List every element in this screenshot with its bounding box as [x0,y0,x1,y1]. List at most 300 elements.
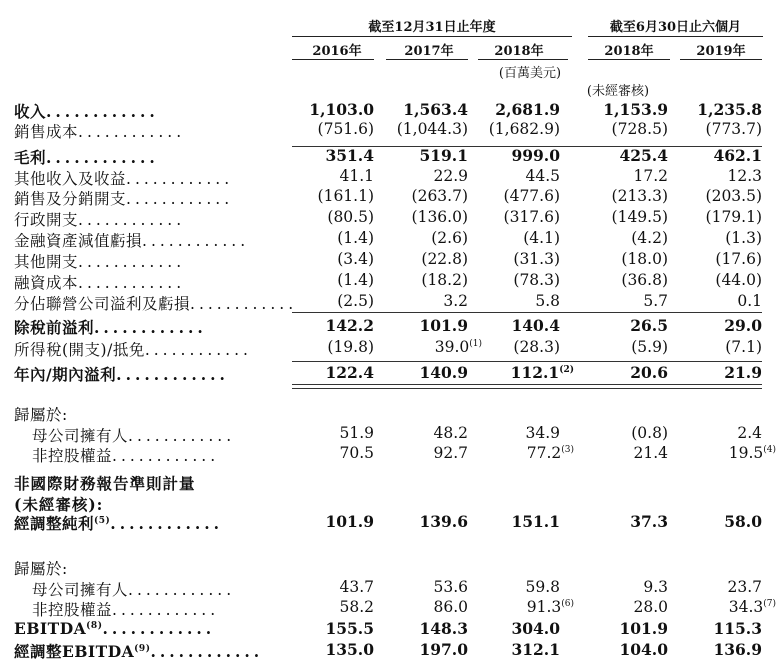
cell-number: 1,153.9 [603,100,668,119]
cell-number: (1.4) [337,271,374,289]
cell-number: (1,682.9) [488,120,560,138]
cell-number: 5.8 [535,292,560,310]
header-year-2017-underline [386,59,468,60]
cell-footnote: (1) [469,339,482,349]
cell-value [511,512,560,531]
row-label-text: 經調整純利 [14,514,95,533]
cell-value [421,250,468,268]
cell-number: 139.6 [419,512,468,531]
leader-dots: ............ [110,514,224,533]
cell-number: 142.2 [325,316,374,335]
cell-number: 425.4 [619,146,668,165]
header-group-year: 截至12月31日止年度 [368,20,496,35]
cell-value [511,146,560,165]
cell-value [327,208,374,226]
row-label-text: 母公司擁有人 [32,581,129,599]
row-label-text: 收入 [14,102,47,121]
cell-number: (203.5) [705,187,762,205]
leader-dots: ............ [78,211,186,229]
cell-value [433,444,468,462]
cell-number: 312.1 [511,640,560,659]
cell-number: 101.9 [325,512,374,531]
cell-value [513,271,560,289]
cell-number: 115.3 [713,619,762,638]
cell-value [309,100,374,119]
cell-number: 12.3 [727,167,762,185]
row-label [32,424,235,446]
cell-value [339,444,374,462]
cell-footnote: (2) [559,365,574,375]
row-label-text: EBITDA [14,619,87,638]
row-label [14,316,207,338]
cell-value [513,338,560,356]
cell-number: 58.2 [339,598,374,616]
cell-number: 2,681.9 [495,100,560,119]
cell-number: 20.6 [630,363,668,382]
header-year-2018-underline [478,59,568,60]
cell-number: (2.5) [337,292,374,310]
cell-number: (4.1) [523,229,560,247]
cell-value [318,120,374,138]
cell-number: (149.5) [611,208,668,226]
cell-number: 135.0 [325,640,374,659]
cell-value [706,120,762,138]
cell-value [630,512,668,531]
leader-dots: ............ [144,341,252,359]
leader-dots: ............ [142,232,250,250]
cell-number: (161.1) [317,187,374,205]
cell-number: 104.0 [619,640,668,659]
cell-value [630,316,668,335]
cell-value [612,187,668,205]
cell-value [713,146,762,165]
header-group-year-underline [292,36,572,37]
leader-dots: ............ [78,253,186,271]
cell-number: (477.6) [503,187,560,205]
cell-footnote: (6) [561,599,574,609]
cell-number: 91.3 [526,598,562,616]
cell-number: 34.9 [525,424,560,442]
cell-number: 53.6 [433,578,468,596]
cell-number: 48.2 [433,424,468,442]
row-attributable-to [0,403,774,425]
header-year-2018-h1: 2018年 [604,44,654,59]
cell-value [633,444,668,462]
cell-number: 0.1 [737,292,762,310]
cell-value [603,100,668,119]
row-other-expenses [0,250,774,272]
label-footnote: (8) [86,621,103,631]
cell-value [339,424,374,442]
row-profit-before-tax [0,316,774,338]
cell-number: 19.5 [728,444,764,462]
leader-dots: ............ [150,642,264,661]
cell-number: 59.8 [525,578,560,596]
row-label-text: 經調整EBITDA [14,642,135,661]
row-label [14,512,223,534]
row-income-tax [0,338,774,360]
cell-value [631,229,668,247]
cell-value [724,512,762,531]
cell-value [339,578,374,596]
cell-value [612,208,668,226]
cell-number: (728.5) [611,120,668,138]
row-owners-of-parent-2 [0,578,774,600]
leader-dots: ............ [116,365,229,384]
cell-value [630,363,668,382]
cell-number: 151.1 [511,512,560,531]
cell-number: (3.4) [337,250,374,268]
row-label [14,271,185,293]
cell-number: 17.2 [633,167,668,185]
cell-value [325,363,374,382]
row-non-controlling [0,444,774,466]
cell-number: 28.0 [633,598,668,616]
cell-value [619,146,668,165]
cell-value [433,578,468,596]
cell-value [504,187,560,205]
label-footnote: (5) [94,516,111,526]
cell-value [325,619,374,638]
cell-value [433,424,468,442]
cell-number: (5.9) [631,338,668,356]
cell-value [419,640,468,659]
header-year-2016-underline [292,59,374,60]
cell-footnote: (4) [763,445,776,455]
header-unit: (百萬美元) [498,66,562,81]
cell-number: 3.2 [443,292,468,310]
row-label-text: 非控股權益 [32,447,113,465]
row-label-text: 行政開支 [14,211,79,229]
cell-value [725,229,762,247]
cell-value [419,512,468,531]
cell-footnote: (3) [561,445,574,455]
cell-value [633,167,668,185]
cell-number: 101.9 [619,619,668,638]
row-label [32,444,219,466]
header-group-half-underline [588,36,763,37]
cell-value [337,271,374,289]
cell-value [525,578,560,596]
leader-dots: ............ [190,295,298,313]
cell-number: (179.1) [705,208,762,226]
cell-value [706,208,762,226]
label-footnote: (9) [134,644,151,654]
cell-value [643,578,668,596]
cell-value [724,363,762,382]
section-non-ifrs-subtitle: (未經審核): [14,495,104,514]
row-label [32,578,235,600]
row-label-text: 金融資產減值虧損 [14,232,143,250]
row-label-text: 母公司擁有人 [32,427,129,445]
row-label [32,598,219,620]
cell-number: 92.7 [433,444,468,462]
row-profit-for-year [0,363,774,385]
cell-value [419,363,468,382]
cell-number: 21.4 [633,444,668,462]
cell-number: (0.8) [631,424,668,442]
header-year-2018-h1-underline [588,59,670,60]
row-selling-expenses [0,187,774,209]
cell-value [715,271,762,289]
cell-value [511,363,574,382]
cell-value [724,316,762,335]
leader-dots: ............ [126,170,234,188]
row-finance-costs [0,271,774,293]
cell-number: 77.2 [526,444,562,462]
row-label-text: 毛利 [14,148,47,167]
cell-value [337,229,374,247]
row-label-text: 其他開支 [14,253,79,271]
cell-number: 5.7 [643,292,668,310]
cell-value [327,338,374,356]
cell-value [504,208,560,226]
leader-dots: ............ [78,274,186,292]
row-non-controlling-2 [0,598,774,620]
cell-number: (28.3) [513,338,560,356]
cell-number: (44.0) [715,271,762,289]
row-label-text: 除稅前溢利 [14,318,95,337]
row-label [14,403,68,425]
row-label [14,292,297,314]
cell-value [525,424,560,442]
header-year-2017: 2017年 [404,44,454,59]
row-label-text: 銷售成本 [14,123,79,141]
row-adjusted-ebitda [0,640,774,662]
row-label-text: 分佔聯營公司溢利及虧損 [14,295,191,313]
cell-value [433,167,468,185]
cell-value [337,292,374,310]
cell-value [339,598,374,616]
row-label [14,338,252,360]
row-label [14,229,249,251]
cell-number: 29.0 [724,316,762,335]
cell-value [631,424,668,442]
row-owners-of-parent [0,424,774,446]
cell-value [727,578,762,596]
cell-value [419,146,468,165]
header-year-2016: 2016年 [312,44,362,59]
cell-value [513,250,560,268]
cell-value [729,444,776,462]
row-impairment-loss [0,229,774,251]
leader-dots: ............ [112,447,220,465]
row-label-text: 銷售及分銷開支 [14,190,127,208]
rule-before-tax [292,312,762,313]
cell-number: 122.4 [325,363,374,382]
row-other-income [0,167,774,189]
cell-value [643,292,668,310]
row-label-text: 融資成本 [14,274,79,292]
row-label-text: 年內/期內溢利 [14,365,117,384]
cell-number: (17.6) [715,250,762,268]
cell-value [727,167,762,185]
cell-number: 41.1 [339,167,374,185]
row-attributable-to-2 [0,557,774,579]
cell-value [527,444,574,462]
row-label [14,640,263,662]
cell-value [489,120,560,138]
cell-number: 136.9 [713,640,762,659]
cell-number: 21.9 [724,363,762,382]
cell-value [419,316,468,335]
cell-number: 519.1 [419,146,468,165]
cell-number: 37.3 [630,512,668,531]
cell-value [633,598,668,616]
cell-number: (751.6) [317,120,374,138]
rule-profit-year [292,361,762,362]
cell-number: 112.1 [510,363,560,382]
row-label-text: 歸屬於: [14,560,68,578]
cell-value [621,271,668,289]
row-label [14,120,185,142]
row-label [14,250,185,272]
cell-number: 22.9 [433,167,468,185]
cell-value [325,512,374,531]
cell-number: (2.6) [431,229,468,247]
double-rule-profit-year [292,384,762,389]
leader-dots: ............ [46,148,159,167]
cell-value [527,598,574,616]
header-group-half: 截至6月30日止六個月 [609,20,742,35]
row-label-text: 非控股權益 [32,601,113,619]
cell-value [511,619,560,638]
header-year-2018: 2018年 [494,44,544,59]
cell-value [621,250,668,268]
rule-gross-profit [292,146,762,147]
cell-value [715,250,762,268]
cell-number: 140.4 [511,316,560,335]
cell-value [495,100,560,119]
cell-number: (1.4) [337,229,374,247]
cell-value [697,100,762,119]
cell-value [339,167,374,185]
cell-number: 43.7 [339,578,374,596]
cell-number: (22.8) [421,250,468,268]
cell-value [397,120,468,138]
cell-value [631,338,668,356]
cell-number: 148.3 [419,619,468,638]
cell-number: 44.5 [525,167,560,185]
cell-footnote: (7) [763,599,776,609]
cell-number: 2.4 [737,424,762,442]
cell-number: 86.0 [433,598,468,616]
cell-value [511,640,560,659]
cell-number: (7.1) [725,338,762,356]
cell-value [713,640,762,659]
cell-number: 999.0 [511,146,560,165]
row-label [14,146,159,168]
leader-dots: ............ [102,619,216,638]
cell-value [318,187,374,205]
cell-number: 462.1 [713,146,762,165]
row-label [14,208,185,230]
leader-dots: ............ [78,123,186,141]
row-revenue [0,100,774,122]
cell-number: (80.5) [327,208,374,226]
row-label [14,167,233,189]
cell-value [431,229,468,247]
row-label-text: 其他收入及收益 [14,170,127,188]
cell-number: 140.9 [419,363,468,382]
cell-number: 1,235.8 [697,100,762,119]
cell-number: (317.6) [503,208,560,226]
row-label [14,363,229,385]
cell-value [421,271,468,289]
cell-number: (18.0) [621,250,668,268]
cell-value [412,187,468,205]
leader-dots: ............ [126,190,234,208]
cell-value [511,316,560,335]
cell-value [412,208,468,226]
cell-number: 1,563.4 [403,100,468,119]
cell-value [619,619,668,638]
header-unaudited: (未經審核) [586,84,650,99]
cell-number: 351.4 [325,146,374,165]
cell-number: 26.5 [630,316,668,335]
cell-number: (4.2) [631,229,668,247]
leader-dots: ............ [94,318,207,337]
cell-value [433,598,468,616]
cell-value [325,640,374,659]
header-year-2019-h1: 2019年 [696,44,746,59]
header-year-2019-h1-underline [680,59,762,60]
cell-number: (136.0) [411,208,468,226]
cell-number: 9.3 [643,578,668,596]
cell-number: 197.0 [419,640,468,659]
row-label [14,557,68,579]
cell-number: (1.3) [725,229,762,247]
row-gross-profit [0,146,774,168]
cell-number: (36.8) [621,271,668,289]
cell-value [325,146,374,165]
cell-value [443,292,468,310]
cell-value [706,187,762,205]
cell-value [737,292,762,310]
row-label-text: 所得稅(開支)/抵免 [14,341,145,359]
cell-number: 101.9 [419,316,468,335]
cell-number: (1,044.3) [396,120,468,138]
section-non-ifrs-title: 非國際財務報告準則計量 [14,474,196,493]
cell-number: (31.3) [513,250,560,268]
row-ebitda [0,619,774,641]
cell-value [435,338,482,356]
row-label [14,619,215,638]
cell-number: 39.0 [434,338,470,356]
cell-number: 58.0 [724,512,762,531]
cell-value [713,619,762,638]
cell-number: (263.7) [411,187,468,205]
cell-number: (773.7) [705,120,762,138]
leader-dots: ............ [128,581,236,599]
row-label [14,100,159,122]
row-cost-of-sales [0,120,774,142]
cell-number: 23.7 [727,578,762,596]
row-label [14,187,233,209]
cell-value [337,250,374,268]
cell-value [612,120,668,138]
cell-number: 70.5 [339,444,374,462]
cell-number: 51.9 [339,424,374,442]
cell-value [729,598,776,616]
cell-value [325,316,374,335]
cell-number: (19.8) [327,338,374,356]
cell-value [725,338,762,356]
row-share-of-associates [0,292,774,314]
cell-value [737,424,762,442]
cell-number: (213.3) [611,187,668,205]
cell-number: 34.3 [728,598,764,616]
